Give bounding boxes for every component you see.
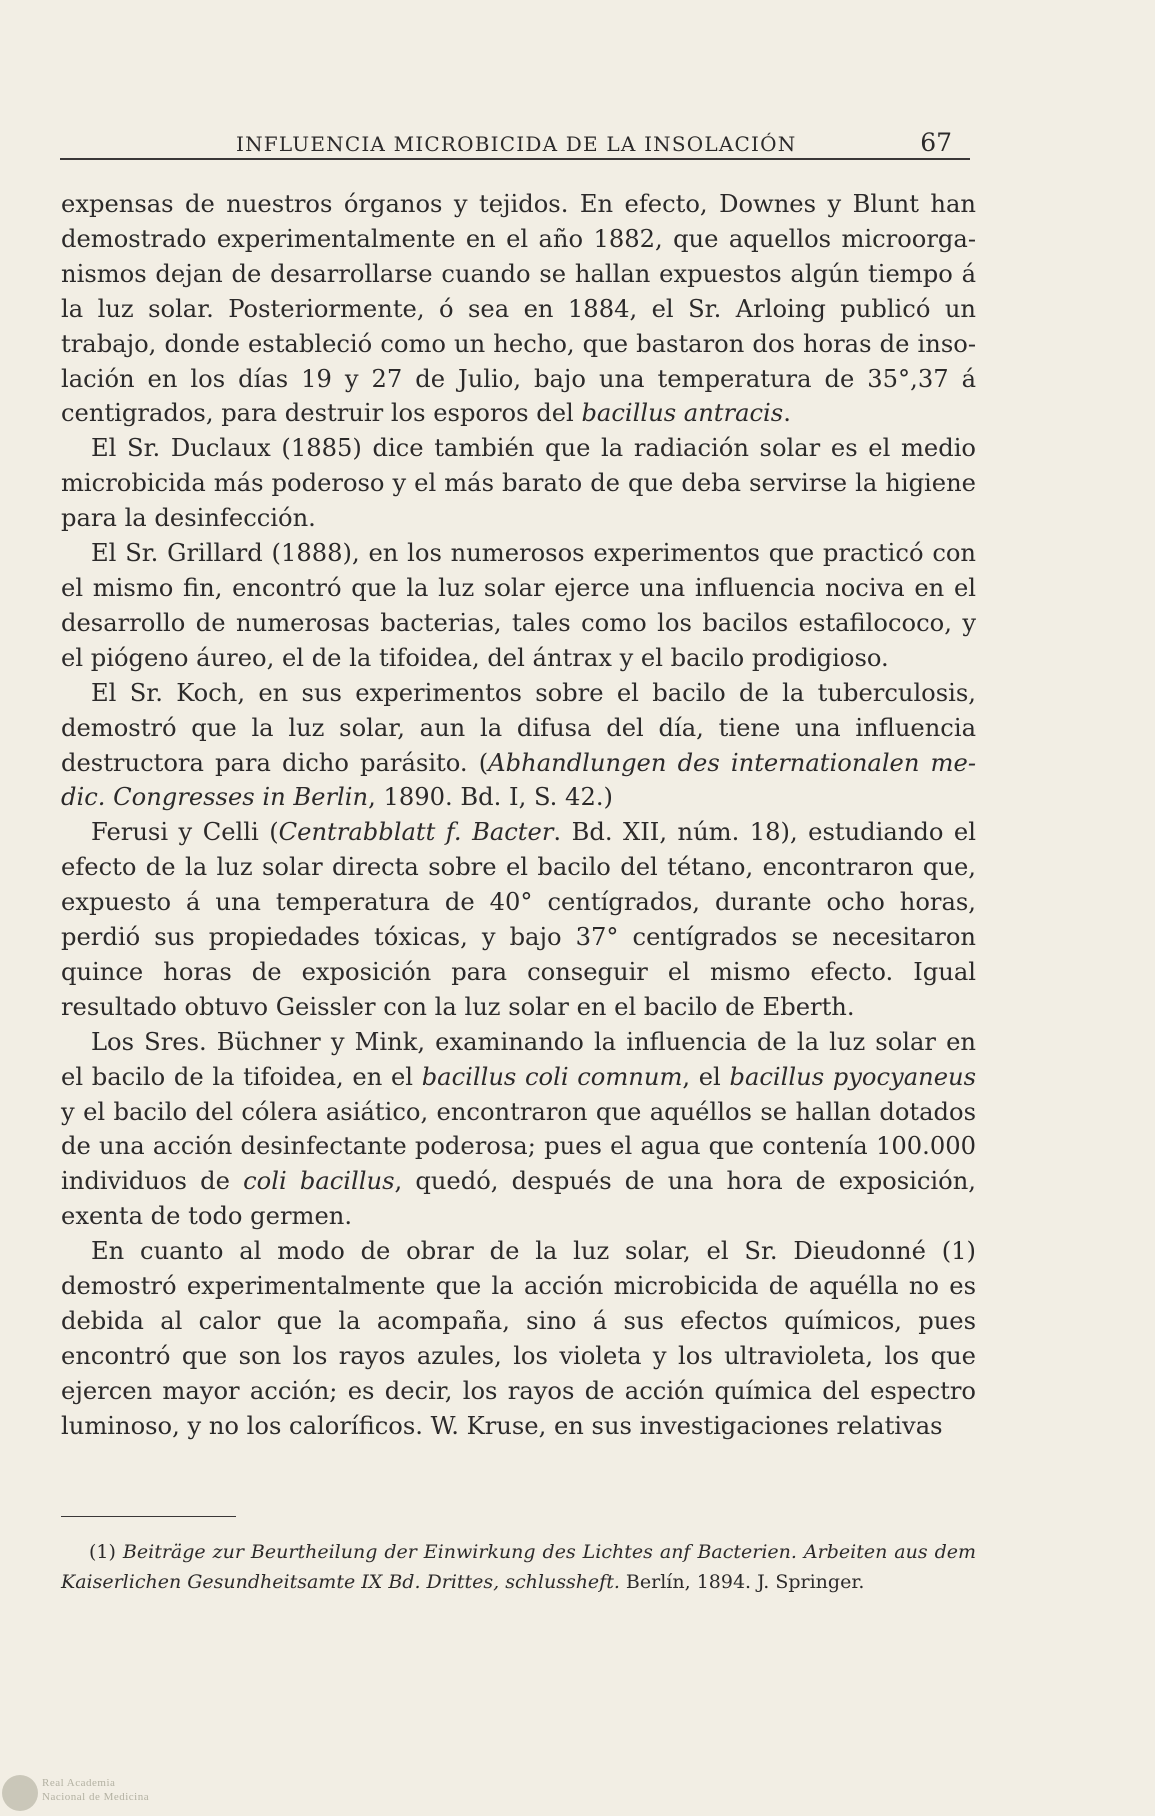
footnote-divider [61,1516,236,1517]
library-watermark [42,1776,149,1804]
paragraph: El Sr. Grillard (1888), en los numerosos experimentos que practicó con el mismo fin, encontró que la luz solar ejerce una influencia nociva en el desarrollo de numerosas bacterias, tales como los bacilos estafilococo, y el piógeno áureo, el de la tifoidea, del ántrax y el bacilo prodigioso. [61,539,976,672]
italic-citation: Beiträge zur Beurtheilung der Einwirkung des Lichtes anf Bacterien. Arbeiten aus dem Kaiserlichen Gesundheitsamte IX Bd. Drittes, schlussheft. [61,1541,977,1593]
paragraph [61,815,976,1024]
italic-term: bacillus antracis [581,399,784,428]
paragraph [61,1025,976,1234]
text-run: , 1890. Bd. I, S. 42.) [368,783,613,812]
text-run: , el [682,1062,730,1091]
italic-term: bacillus pyocyaneus [729,1062,977,1091]
paragraph: En cuanto al modo de obrar de la luz solar, el Sr. Dieudonné (1) demostró experimentalmente que la acción microbicida de aquélla no es debida al calor que la acompaña, sino á sus efectos químicos, pues encontró que son los rayos azules, los violeta y los ultravioleta, los que ejercen mayor acción; es decir, los rayos de acción química del espectro luminoso, y no los caloríficos. W. Kruse, en sus investigaciones relativas [61,1237,976,1440]
watermark-line: Real Academia [42,1777,116,1789]
italic-citation: Abhandlungen des internationalen medic. Congresses in Berlin [61,748,976,812]
paragraph [61,676,976,816]
footnote-text [61,1537,976,1597]
text-run: Berlín, 1894. J. Springer. [619,1571,865,1593]
running-header [60,124,970,160]
body-text [61,187,976,1444]
running-title: INFLUENCIA MICROBICIDA DE LA INSOLACIÓN [236,132,797,156]
italic-term: coli bacillus [243,1167,395,1196]
footnote-marker: (1) [89,1541,123,1563]
text-run: . Bd. XII, núm. 18), estudiando el efecto de la luz solar directa sobre el bacilo del tétano, encontraron que, expuesto á una temperatura de 40° centígrados, durante ocho horas, perdió sus propiedades tóxicas, y bajo 37° centígrados se necesitaron quince horas de exposición para conseguir el mismo efecto. Igual resultado obtuvo Geissler con la luz solar en el bacilo de Eberth. [61,818,976,1021]
text-run: y el bacilo del cólera asiático, encontraron que aquéllos se hallan dotados de una acción desinfectante poderosa; pues el agua que contenía 100.000 individuos de [61,1097,976,1196]
text-run: Ferusi y Celli ( [91,818,279,847]
watermark-line: Nacional de Medicina [42,1791,150,1803]
text-run: Los Sres. Büchner y Mink, examinando la influencia de la luz solar en el bacilo de la tifoidea, en el [61,1027,976,1091]
italic-citation: Centrabblatt f. Bacter [278,818,554,847]
footnote [61,1537,976,1597]
text-run: , quedó, después de una hora de exposición, exenta de todo germen. [61,1167,976,1231]
text-run: El Sr. Koch, en sus experimentos sobre el bacilo de la tuberculosis, demostró que la luz solar, aun la difusa del día, tiene una influencia destructora para dicho parásito. ( [61,678,976,777]
paragraph: El Sr. Duclaux (1885) dice también que la radiación solar es el medio microbicida más poderoso y el más barato de que deba servirse la higiene para la desinfección. [61,434,976,533]
italic-term: bacillus coli comnum [421,1062,683,1091]
text-run: expensas de nuestros órganos y tejidos. En efecto, Downes y Blunt han demostrado experimentalmente en el año 1882, que aquellos microorganismos dejan de desarrollarse cuando se hallan expuestos algún tiempo á la luz solar. Posteriormente, ó sea en 1884, el Sr. Arloing publicó un trabajo, donde estableció como un hecho, que bastaron dos horas de insolación en los días 19 y 27 de Julio, bajo una temperatura de 35°,37 á centigrados, para destruir los esporos del [61,190,976,428]
paragraph [61,187,976,431]
page-number: 67 [920,128,952,157]
text-run: . [783,399,791,428]
library-seal-icon [2,1775,38,1811]
